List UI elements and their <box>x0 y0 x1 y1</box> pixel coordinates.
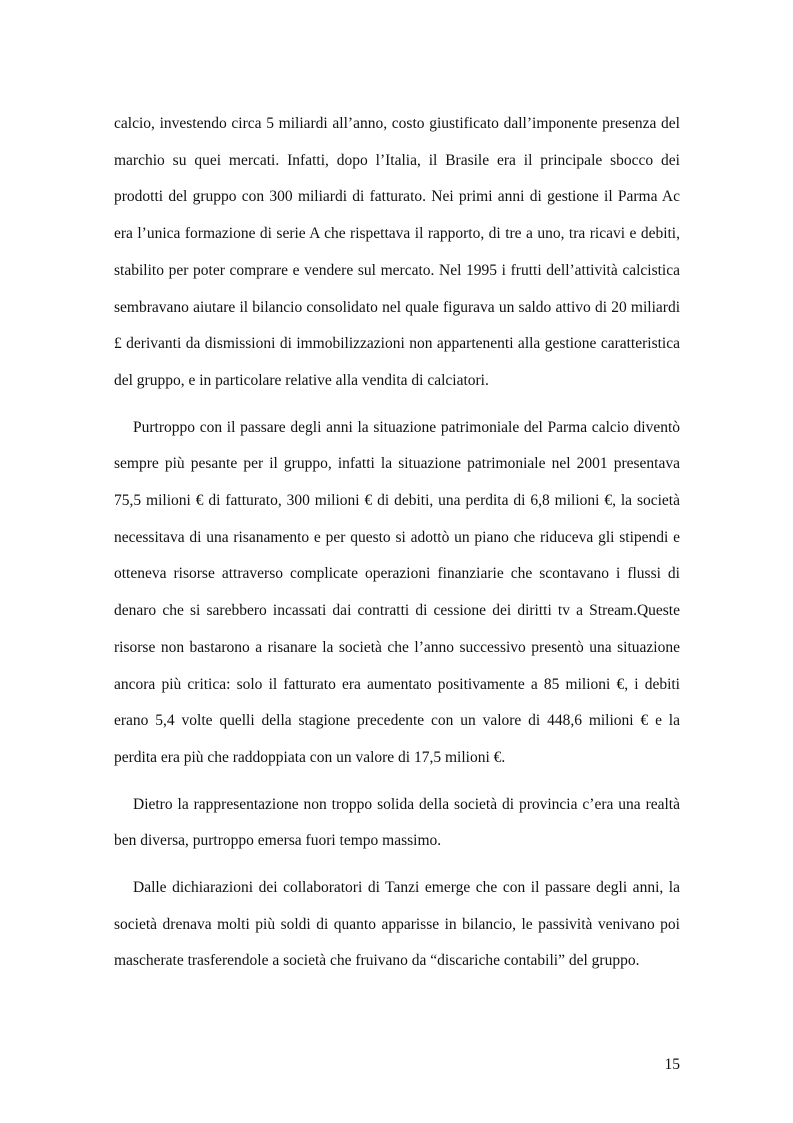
paragraph-3: Dietro la rappresentazione non troppo solida della società di provincia c’era una realtà ben diversa, purtroppo emersa fuori tempo massimo. <box>114 795 680 850</box>
paragraph-4: Dalle dichiarazioni dei collaboratori di Tanzi emerge che con il passare degli anni, la società drenava molti più soldi di quanto apparisse in bilancio, le passività venivano poi mascherate trasferendole a società che fruivano da “discariche contabili” del gruppo. <box>114 879 680 970</box>
body-text <box>114 106 680 990</box>
paragraph-1: calcio, investendo circa 5 miliardi all’anno, costo giustificato dall’imponente presenza del marchio su quei mercati. Infatti, dopo l’Italia, il Brasile era il principale sbocco dei prodotti del gruppo con 300 miliardi di fatturato. Nei primi anni di gestione il Parma Ac era l’unica formazione di serie A che rispettava il rapporto, di tre a uno, tra ricavi e debiti, stabilito per poter comprare e vendere sul mercato. Nel 1995 i frutti dell’attività calcistica sembravano aiutare il bilancio consolidato nel quale figurava un saldo attivo di 20 miliardi £ derivanti da dismissioni di immobilizzazioni non appartenenti alla gestione caratteristica del gruppo, e in particolare relative alla vendita di calciatori. <box>114 115 680 389</box>
paragraph-2: Purtroppo con il passare degli anni la situazione patrimoniale del Parma calcio diventò sempre più pesante per il gruppo, infatti la situazione patrimoniale nel 2001 presentava 75,5 milioni € di fatturato, 300 milioni € di debiti, una perdita di 6,8 milioni €, la società necessitava di una risanamento e per questo si adottò un piano che riduceva gli stipendi e otteneva risorse attraverso complicate operazioni finanziarie che scontavano i flussi di denaro che si sarebbero incassati dai contratti di cessione dei diritti tv a Stream.Queste risorse non bastarono a risanare la società che l’anno successivo presentò una situazione ancora più critica: solo il fatturato era aumentato positivamente a 85 milioni €, i debiti erano 5,4 volte quelli della stagione precedente con un valore di 448,6 milioni € e la perdita era più che raddoppiata con un valore di 17,5 milioni €. <box>114 418 680 766</box>
page-number: 15 <box>664 1056 680 1073</box>
